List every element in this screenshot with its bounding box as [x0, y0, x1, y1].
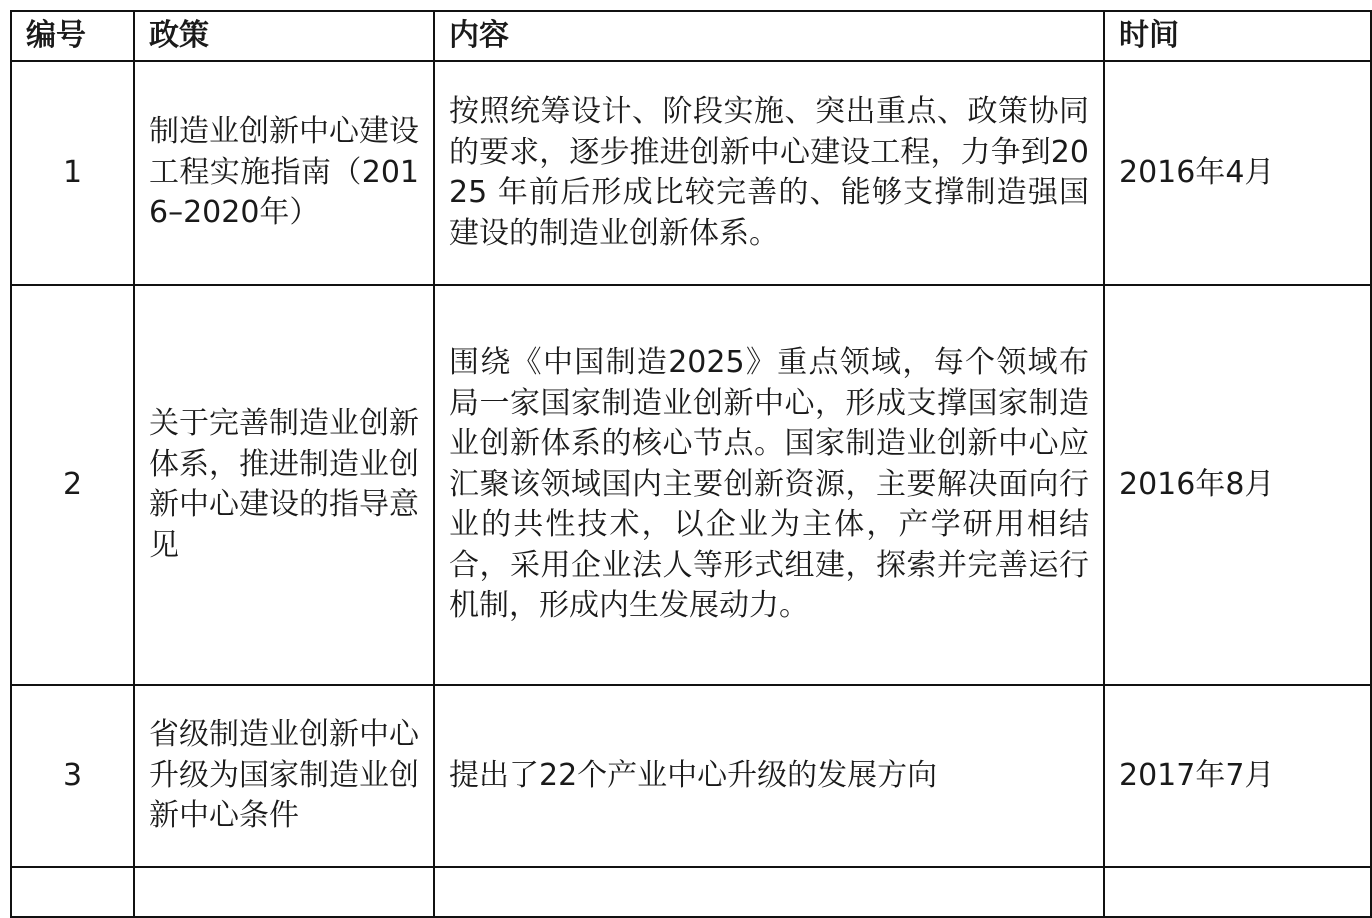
row-time: 2016年4月 — [1104, 61, 1371, 285]
row-content: 围绕《中国制造2025》重点领域，每个领域布局一家国家制造业创新中心，形成支撑国家制造业创新体系的核心节点。国家制造业创新中心应汇聚该领域国内主要创新资源，主要解决面向行业的共性技术，以企业为主体，产学研用相结合，采用企业法人等形式组建，探索并完善运行机制，形成内生发展动力。 — [434, 285, 1104, 685]
header-time: 时间 — [1104, 11, 1371, 61]
row-number: 1 — [11, 61, 134, 285]
row-policy: 省级制造业创新中心升级为国家制造业创新中心条件 — [134, 685, 434, 867]
row-time-empty — [1104, 867, 1371, 917]
table-row-partial — [11, 867, 1371, 917]
row-time: 2016年8月 — [1104, 285, 1371, 685]
header-row — [11, 11, 1371, 61]
table-row — [11, 285, 1371, 685]
header-number: 编号 — [11, 11, 134, 61]
row-content: 按照统筹设计、阶段实施、突出重点、政策协同的要求，逐步推进创新中心建设工程，力争到2025 年前后形成比较完善的、能够支撑制造强国建设的制造业创新体系。 — [434, 61, 1104, 285]
header-policy: 政策 — [134, 11, 434, 61]
table-row — [11, 685, 1371, 867]
row-policy: 制造业创新中心建设工程实施指南（2016–2020年） — [134, 61, 434, 285]
row-number: 3 — [11, 685, 134, 867]
row-content: 提出了22个产业中心升级的发展方向 — [434, 685, 1104, 867]
row-policy: 关于完善制造业创新体系，推进制造业创新中心建设的指导意见 — [134, 285, 434, 685]
row-number-empty — [11, 867, 134, 917]
row-time: 2017年7月 — [1104, 685, 1371, 867]
row-content-empty — [434, 867, 1104, 917]
row-number: 2 — [11, 285, 134, 685]
policy-table — [10, 10, 1372, 918]
header-content: 内容 — [434, 11, 1104, 61]
row-policy-empty — [134, 867, 434, 917]
table-row — [11, 61, 1371, 285]
